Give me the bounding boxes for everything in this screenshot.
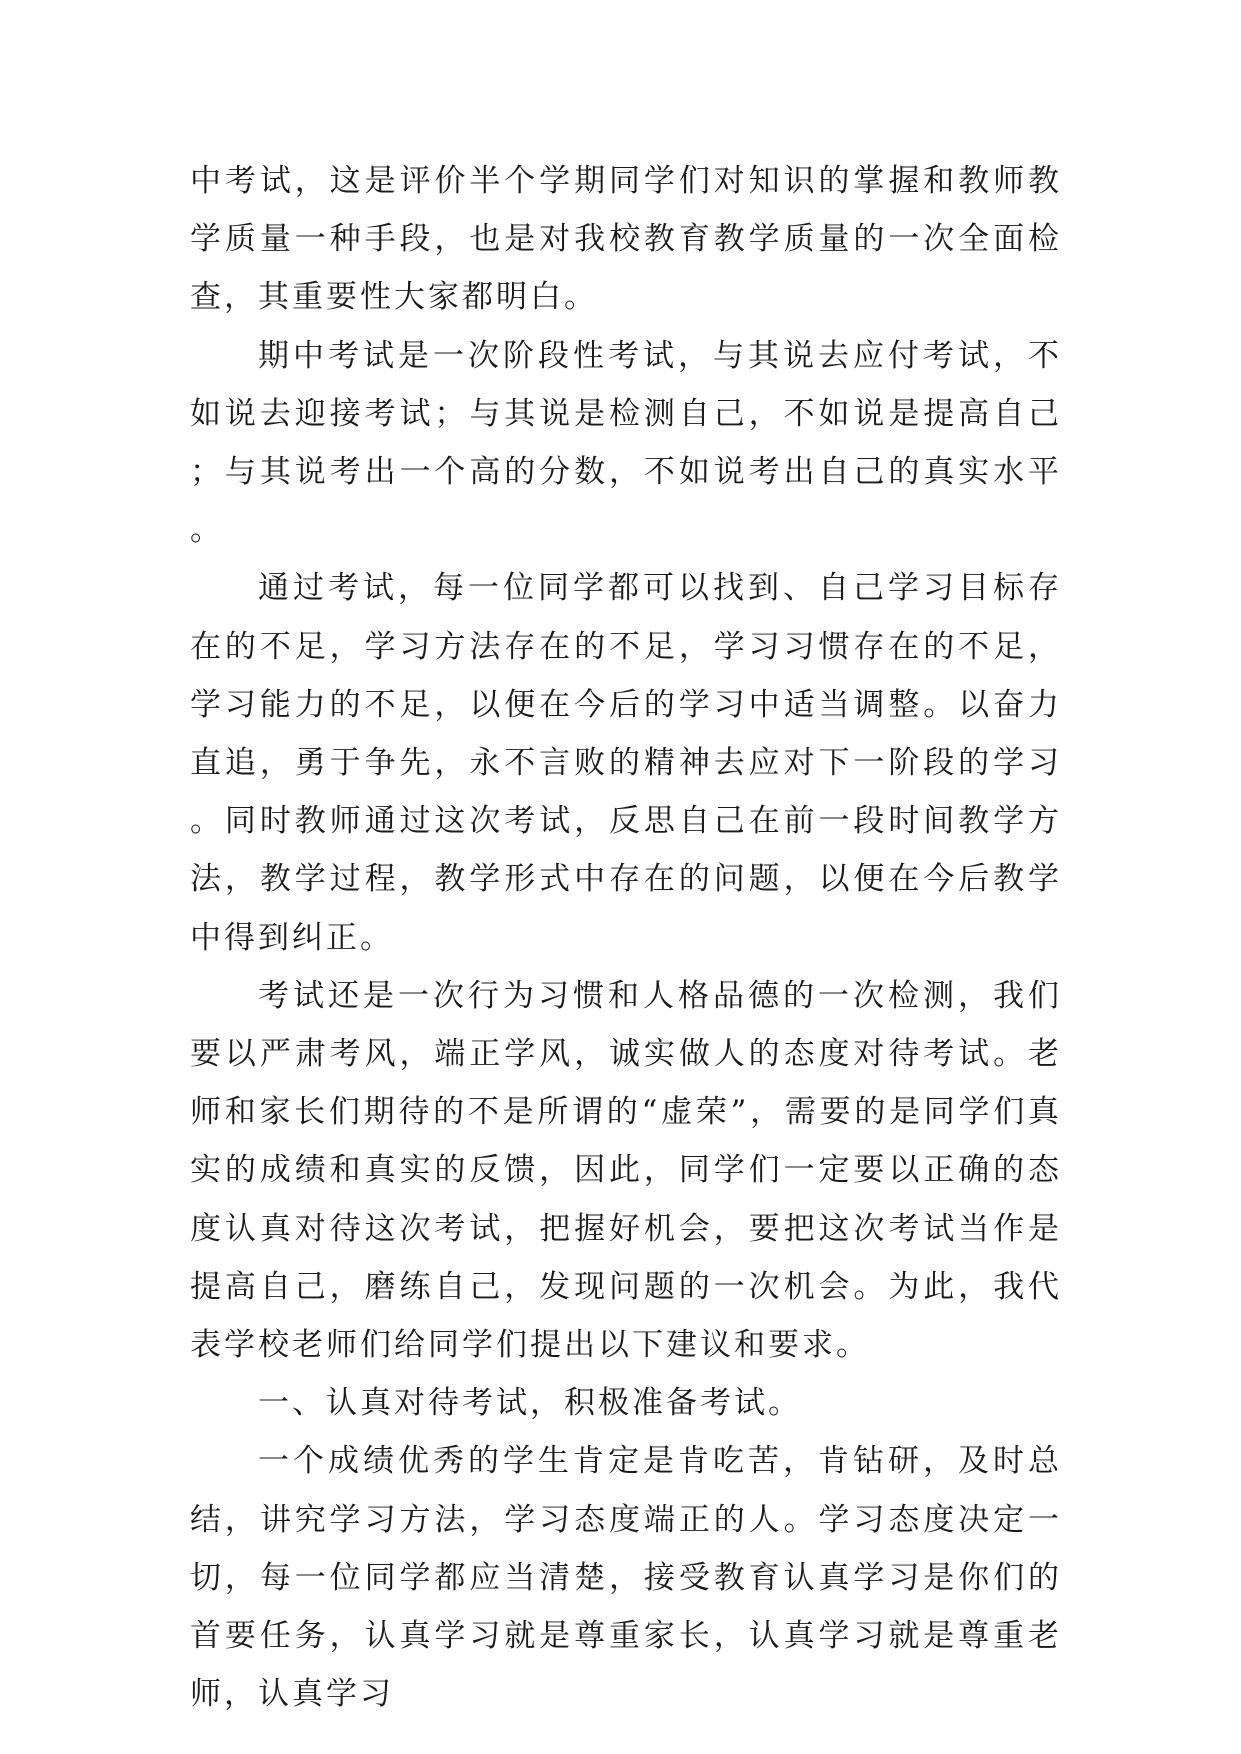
section-heading: 一、认真对待考试，积极准备考试。 (258, 1385, 802, 1422)
paragraph: 通过考试，每一位同学都可以找到、自己学习目标存在的不足，学习方法存在的不足，学习习惯存在的不足，学习能力的不足，以便在今后的学习中适当调整。以奋力直追，勇于争先，永不言败的精神去应对下一阶段的学习。同时教师通过这次考试，反思自己在前一段时间教学方法，教学过程，教学形式中存在的问题，以便在今后教学中得到纠正。 (190, 570, 1062, 956)
paragraph: 考试还是一次行为习惯和人格品德的一次检测，我们要以严肃考风，端正学风，诚实做人的态度对待考试。老师和家长们期待的不是所谓的“虚荣”，需要的是同学们真实的成绩和真实的反馈，因此，同学们一定要以正确的态度认真对待这次考试，把握好机会，要把这次考试当作是提高自己，磨练自己，发现问题的一次机会。为此，我代表学校老师们给同学们提出以下建议和要求。 (190, 977, 1062, 1364)
paragraph: 期中考试是一次阶段性考试，与其说去应付考试，不如说去迎接考试；与其说是检测自己，不如说是提高自己；与其说考出一个高的分数，不如说考出自己的真实水平。 (190, 337, 1062, 549)
paragraph: 中考试，这是评价半个学期同学们对知识的掌握和教师教学质量一种手段，也是对我校教育教学质量的一次全面检查，其重要性大家都明白。 (190, 163, 1062, 316)
paragraph: 一个成绩优秀的学生肯定是肯吃苦，肯钻研，及时总结，讲究学习方法，学习态度端正的人。学习态度决定一切，每一位同学都应当清楚，接受教育认真学习是你们的首要任务，认真学习就是尊重家长，认真学习就是尊重老师，认真学习 (190, 1443, 1062, 1713)
document-page (190, 152, 1062, 1723)
